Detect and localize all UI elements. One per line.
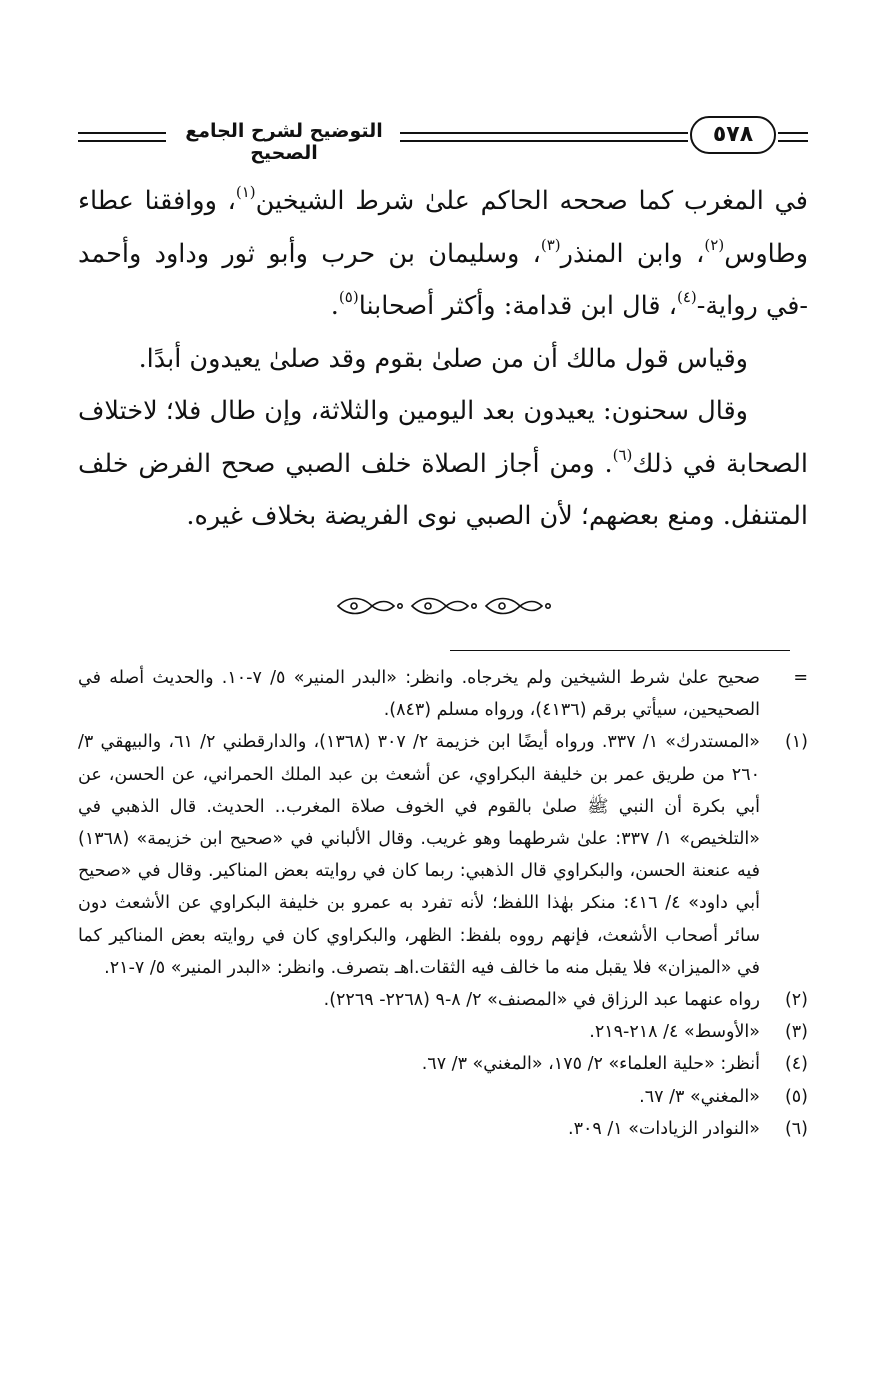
text-run: . [330, 291, 339, 321]
footnote-text: «المغني» ٣/ ٦٧. [639, 1086, 760, 1107]
footnote-text: «الأوسط» ٤/ ٢١٨-٢١٩. [589, 1022, 760, 1043]
section-ornament [332, 592, 552, 620]
footnote-1 [78, 726, 808, 984]
paragraph-1 [78, 175, 808, 333]
footnote-marker: (٣) [784, 1022, 808, 1043]
footnote-text: صحيح علىٰ شرط الشيخين ولم يخرجاه. وانظر: «البدر المنير» ٥/ ٧-١٠. والحديث أصله في الصحيحين، سيأتي برقم (٤١٣٦)، ورواه مسلم (٨٤٣). [78, 668, 760, 721]
header-rule-middle [400, 132, 688, 142]
footnote-ref-6: (٦) [612, 445, 633, 464]
footnote-marker: (١) [784, 732, 808, 753]
footnote-marker: = [793, 668, 808, 688]
footnote-6 [78, 1113, 808, 1145]
running-title: التوضيح لشرح الجامع الصحيح [185, 120, 383, 164]
paragraph-3 [78, 385, 808, 543]
main-text [78, 175, 808, 543]
page-header [78, 116, 808, 164]
footnote-text: «النوادر الزيادات» ١/ ٣٠٩. [568, 1118, 760, 1139]
footnote-marker: (٢) [784, 990, 808, 1011]
footnote-marker: (٦) [784, 1118, 808, 1139]
footnotes [78, 662, 808, 1145]
footnote-ref-2: (٢) [704, 235, 725, 254]
text-run: . ومن أجاز الصلاة خلف الصبي صحح الفرض خلف المتنفل. ومنع بعضهم؛ لأن الصبي نوى الفريضة بخلاف غيره. [78, 448, 808, 531]
paragraph-2: وقياس قول مالك أن من صلىٰ بقوم وقد صلىٰ يعيدون أبدًا. [138, 343, 748, 374]
text-run: وقال سحنون: يعيدون بعد اليومين والثلاثة، وإن طال فلا؛ لاختلاف الصحابة في ذلك [78, 396, 808, 479]
header-rule-left [78, 132, 166, 142]
text-run: ، قال ابن قدامة: وأكثر أصحابنا [358, 291, 677, 321]
header-rule-right [778, 132, 808, 142]
footnote-text: رواه عنهما عبد الرزاق في «المصنف» ٢/ ٨-٩ (٢٢٦٨- ٢٢٦٩). [323, 990, 760, 1011]
text-run: في المغرب كما صححه الحاكم علىٰ شرط الشيخين [255, 186, 808, 216]
text-run: ، ووافقنا عطاء وطاوس [78, 186, 809, 269]
footnote-ref-3: (٣) [540, 235, 561, 254]
footnote-3 [78, 1016, 808, 1048]
footnote-5 [78, 1081, 808, 1113]
page-number: ٥٧٨ [690, 116, 776, 154]
footnote-ref-4: (٤) [676, 288, 697, 306]
footnote-separator [450, 650, 790, 651]
footnote-marker: (٥) [784, 1086, 808, 1107]
footnote-2 [78, 984, 808, 1016]
footnote-text: «المستدرك» ١/ ٣٣٧. ورواه أيضًا ابن خزيمة ٢/ ٣٠٧ (١٣٦٨)، والدارقطني ٢/ ٦١، والبيهقي ٣/ ٢٦٠ من طريق عمر بن خليفة البكراوي، عن أشعث بن عبد الملك الحمراني، عن الحسن، عن أبي بكرة أن النبي ﷺ صلىٰ بالقوم في الخوف صلاة المغرب.. الحديث. قال الذهبي في «التلخيص» ١/ ٣٣٧: علىٰ شرطهما وهو غريب. وقال الألباني في «صحيح ابن خزيمة» (١٣٦٨) فيه عنعنة الحسن، والبكراوي قال الذهبي: ربما كان في روايته بعض المناكير. وقال في «صحيح أبي داود» ٤/ ٤١٦: منكر بهٰذا اللفظ؛ لأنه تفرد به عمرو بن خليفة البكراوي عن الأشعث دون سائر أصحاب الأشعث، فإنهم رووه بلفظ: الظهر، والبكراوي كان في روايته بعض المناكير كما في «الميزان» فلا يقبل منه ما خالف فيه الثقات.اهـ بتصرف. وانظر: «البدر المنير» ٥/ ٧-٢١. [78, 732, 761, 978]
footnote-ref-1: (١) [235, 183, 256, 201]
footnote-marker: (٤) [784, 1054, 808, 1075]
text-run: ، وابن المنذر [560, 238, 705, 269]
footnote-text: أنظر: «حلية العلماء» ٢/ ١٧٥، «المغني» ٣/ ٦٧. [421, 1054, 760, 1075]
footnote-ref-5: (٥) [338, 288, 359, 306]
footnote-4 [78, 1048, 808, 1080]
text-run: ، وسليمان بن حرب وأبو ثور وداود وأحمد -في رواية- [78, 238, 808, 321]
footnote-continued [78, 662, 808, 726]
